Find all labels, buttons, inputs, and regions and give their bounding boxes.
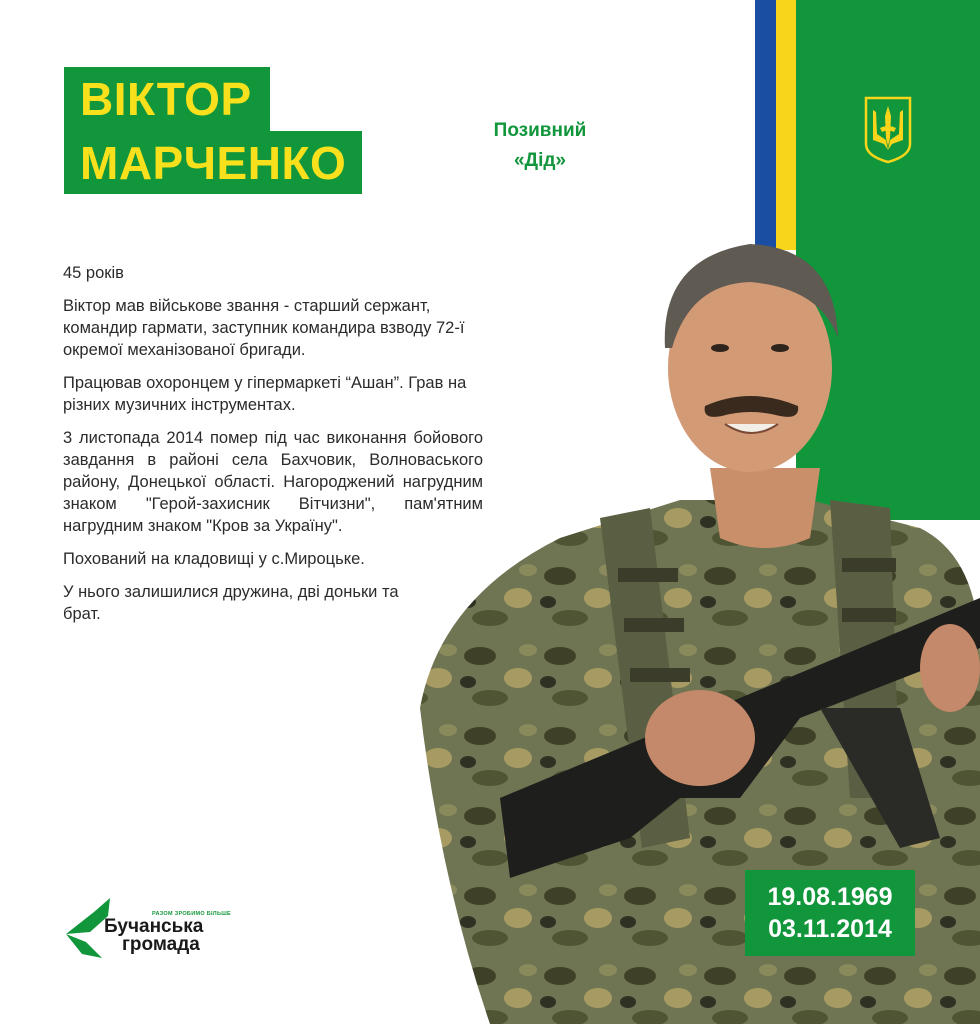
bio-family: У нього залишилися дружина, дві доньки та брат. — [63, 583, 399, 623]
flag-stripe-blue — [755, 0, 776, 250]
bio-rank: Віктор мав військове звання - старший сержант, командир гармати, заступник командира взводу 72-ї окремої механізованої бригади. — [63, 297, 465, 359]
logo-line1: Бучанська — [104, 916, 204, 937]
trident-icon — [862, 94, 914, 164]
logo-tagline: РАЗОМ ЗРОБИМО БІЛЬШЕ — [152, 911, 232, 917]
flag-stripe-yellow — [776, 0, 796, 250]
name-last: МАРЧЕНКО — [80, 137, 347, 189]
life-dates — [745, 870, 915, 956]
callsign-value: «Дід» — [513, 150, 566, 171]
death-date: 03.11.2014 — [768, 915, 892, 943]
logo-line2: громада — [122, 934, 200, 955]
callsign-block — [470, 116, 610, 176]
bio-work: Працював охоронцем у гіпермаркеті “Ашан”. Грав на різних музичних інструментах. — [63, 374, 467, 414]
bio-age: 45 років — [63, 264, 124, 282]
name-first: ВІКТОР — [80, 73, 252, 125]
birth-date: 19.08.1969 — [767, 883, 893, 911]
bucha-logo — [64, 898, 232, 960]
bio-death: 3 листопада 2014 помер під час виконання бойового завдання в районі села Бахчовик, Волноваського району, Донецької області. Нагороджений нагрудним знаком "Герой-захисник Вітчизни", пам'ятним нагрудним знаком "Кров за Україну". — [63, 429, 483, 535]
bio-burial: Похований на кладовищі у с.Мироцьке. — [63, 550, 365, 568]
callsign-label: Позивний — [493, 120, 587, 141]
